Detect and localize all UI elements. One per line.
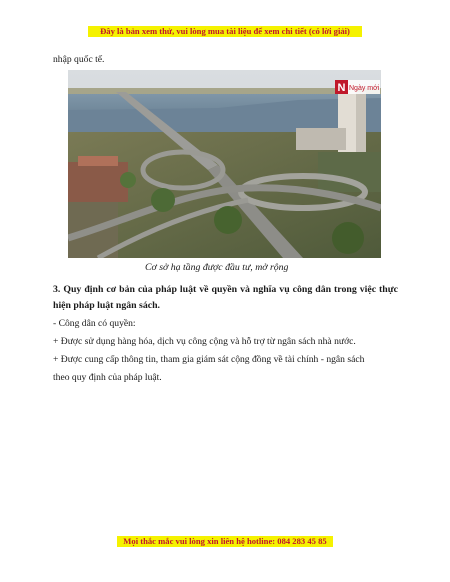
body-line-2: + Được sử dụng hàng hóa, dịch vụ công cộng và hỗ trợ từ ngân sách nhà nước. [53, 336, 356, 347]
svg-text:N: N [337, 82, 346, 94]
body-line-1: - Công dân có quyền: [53, 318, 136, 329]
section-heading: 3. Quy định cơ bản của pháp luật về quyền và nghĩa vụ công dân trong việc thực hiện pháp luật ngân sách. [53, 284, 398, 311]
body-line-4: theo quy định của pháp luật. [53, 372, 162, 383]
photo-caption: Cơ sở hạ tầng được đầu tư, mở rộng [145, 262, 289, 273]
body-line-3: + Được cung cấp thông tin, tham gia giám sát cộng đồng về tài chính - ngân sách [53, 354, 365, 365]
svg-text:Ngày mới: Ngày mới [349, 85, 380, 92]
intro-line: nhập quốc tế. [53, 54, 105, 65]
preview-notice-banner: Đây là bản xem thử, vui lòng mua tài liệu để xem chi tiết (có lời giải) [88, 26, 362, 37]
hotline-notice-banner: Mọi thắc mắc vui lòng xin liên hệ hotline: 084 283 45 85 [117, 536, 333, 547]
news-logo [335, 80, 380, 99]
